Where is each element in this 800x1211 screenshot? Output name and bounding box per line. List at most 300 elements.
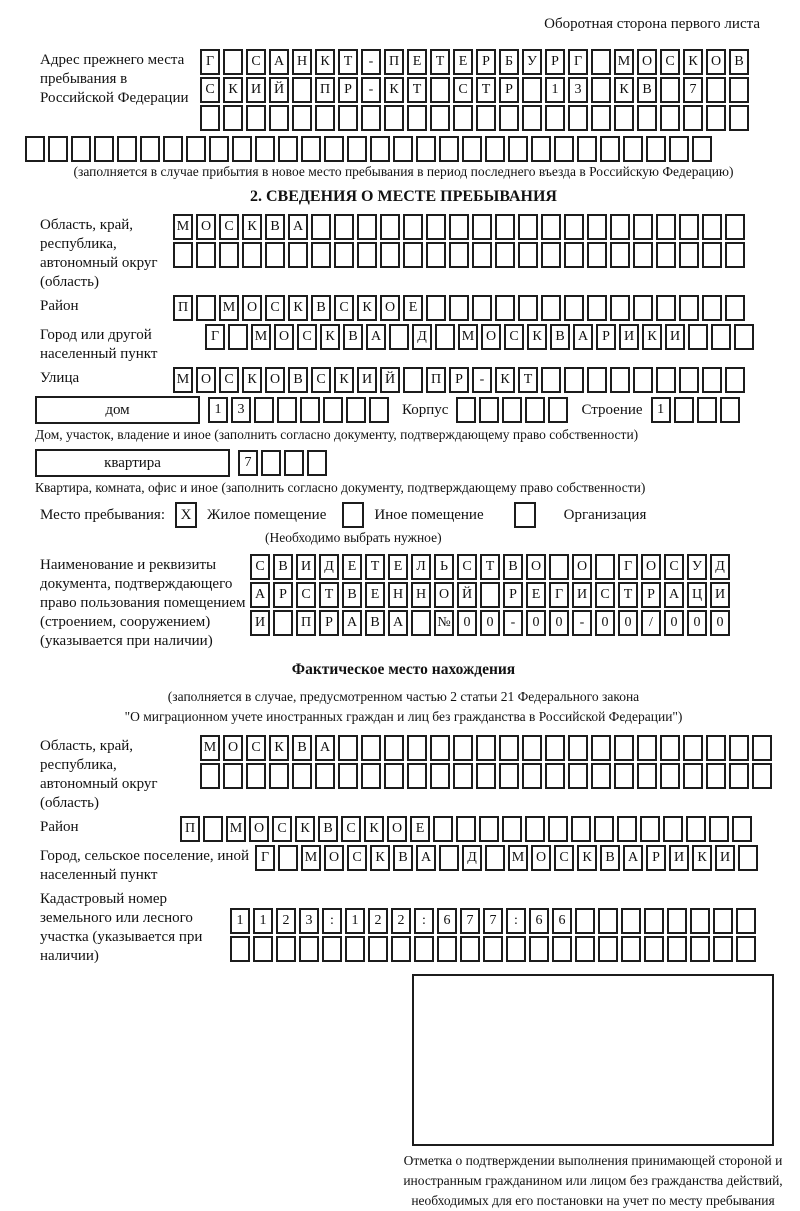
char-box[interactable]: М xyxy=(251,324,271,350)
char-box[interactable] xyxy=(361,735,381,761)
char-box[interactable] xyxy=(273,610,293,636)
char-box[interactable]: Й xyxy=(457,582,477,608)
checkbox-organizatsiya[interactable] xyxy=(514,502,536,528)
char-box[interactable]: С xyxy=(504,324,524,350)
char-box[interactable]: С xyxy=(334,295,354,321)
char-box[interactable] xyxy=(411,610,431,636)
char-box[interactable] xyxy=(426,242,446,268)
char-box[interactable] xyxy=(361,763,381,789)
char-box[interactable]: А xyxy=(388,610,408,636)
char-box[interactable] xyxy=(522,735,542,761)
char-box[interactable] xyxy=(380,242,400,268)
char-box[interactable] xyxy=(702,214,722,240)
char-box[interactable]: О xyxy=(249,816,269,842)
char-box[interactable] xyxy=(690,908,710,934)
char-box[interactable] xyxy=(614,735,634,761)
char-box[interactable]: Р xyxy=(503,582,523,608)
char-box[interactable] xyxy=(346,397,366,423)
char-box[interactable] xyxy=(702,295,722,321)
char-box[interactable] xyxy=(439,136,459,162)
char-box[interactable]: Г xyxy=(549,582,569,608)
char-box[interactable] xyxy=(525,397,545,423)
char-box[interactable]: 7 xyxy=(483,908,503,934)
char-box[interactable] xyxy=(633,295,653,321)
char-box[interactable] xyxy=(315,763,335,789)
char-box[interactable] xyxy=(713,936,733,962)
char-box[interactable] xyxy=(435,324,455,350)
char-box[interactable]: М xyxy=(173,214,193,240)
char-box[interactable] xyxy=(644,936,664,962)
char-box[interactable] xyxy=(571,816,591,842)
char-box[interactable] xyxy=(299,936,319,962)
char-box[interactable] xyxy=(453,735,473,761)
char-box[interactable]: О xyxy=(380,295,400,321)
char-box[interactable] xyxy=(729,763,749,789)
char-box[interactable] xyxy=(338,735,358,761)
char-box[interactable] xyxy=(255,136,275,162)
char-box[interactable] xyxy=(403,367,423,393)
char-box[interactable] xyxy=(230,936,250,962)
char-box[interactable] xyxy=(334,242,354,268)
char-box[interactable] xyxy=(278,845,298,871)
char-box[interactable]: К xyxy=(692,845,712,871)
char-box[interactable]: П xyxy=(315,77,335,103)
char-box[interactable] xyxy=(598,908,618,934)
char-box[interactable] xyxy=(697,397,717,423)
char-box[interactable]: О xyxy=(324,845,344,871)
char-box[interactable] xyxy=(633,367,653,393)
char-box[interactable] xyxy=(71,136,91,162)
char-box[interactable]: 0 xyxy=(664,610,684,636)
char-box[interactable] xyxy=(669,136,689,162)
char-box[interactable] xyxy=(729,735,749,761)
char-box[interactable]: 1 xyxy=(651,397,671,423)
char-box[interactable] xyxy=(564,214,584,240)
char-box[interactable] xyxy=(541,367,561,393)
char-box[interactable]: С xyxy=(554,845,574,871)
char-box[interactable]: К xyxy=(295,816,315,842)
char-box[interactable] xyxy=(525,816,545,842)
char-box[interactable]: И xyxy=(619,324,639,350)
char-box[interactable] xyxy=(426,295,446,321)
char-box[interactable]: 7 xyxy=(238,450,258,476)
char-box[interactable] xyxy=(506,936,526,962)
char-box[interactable]: Б xyxy=(499,49,519,75)
char-box[interactable] xyxy=(690,936,710,962)
char-box[interactable] xyxy=(623,136,643,162)
char-box[interactable]: 1 xyxy=(345,908,365,934)
char-box[interactable] xyxy=(437,936,457,962)
char-box[interactable] xyxy=(48,136,68,162)
char-box[interactable] xyxy=(479,816,499,842)
char-box[interactable] xyxy=(407,763,427,789)
char-box[interactable]: С xyxy=(246,49,266,75)
char-box[interactable] xyxy=(522,763,542,789)
char-box[interactable]: В xyxy=(311,295,331,321)
char-box[interactable]: - xyxy=(572,610,592,636)
char-box[interactable] xyxy=(301,136,321,162)
char-box[interactable] xyxy=(449,242,469,268)
char-box[interactable]: - xyxy=(503,610,523,636)
char-box[interactable]: Ц xyxy=(687,582,707,608)
char-box[interactable]: : xyxy=(414,908,434,934)
char-box[interactable] xyxy=(430,763,450,789)
char-box[interactable] xyxy=(334,214,354,240)
char-box[interactable]: Т xyxy=(319,582,339,608)
char-box[interactable] xyxy=(646,136,666,162)
char-box[interactable] xyxy=(25,136,45,162)
char-box[interactable] xyxy=(614,763,634,789)
char-box[interactable] xyxy=(683,735,703,761)
char-box[interactable] xyxy=(322,936,342,962)
char-box[interactable]: - xyxy=(361,49,381,75)
char-box[interactable]: Е xyxy=(342,554,362,580)
char-box[interactable] xyxy=(587,242,607,268)
char-box[interactable] xyxy=(430,77,450,103)
char-box[interactable]: 0 xyxy=(526,610,546,636)
char-box[interactable] xyxy=(564,367,584,393)
char-box[interactable] xyxy=(369,397,389,423)
char-box[interactable] xyxy=(439,845,459,871)
char-box[interactable]: 6 xyxy=(437,908,457,934)
char-box[interactable] xyxy=(94,136,114,162)
char-box[interactable] xyxy=(541,295,561,321)
char-box[interactable] xyxy=(476,735,496,761)
char-box[interactable]: Р xyxy=(499,77,519,103)
char-box[interactable] xyxy=(200,763,220,789)
char-box[interactable]: С xyxy=(311,367,331,393)
char-box[interactable] xyxy=(614,105,634,131)
char-box[interactable]: Т xyxy=(430,49,450,75)
char-box[interactable]: С xyxy=(341,816,361,842)
char-box[interactable]: 0 xyxy=(618,610,638,636)
char-box[interactable] xyxy=(462,136,482,162)
char-box[interactable] xyxy=(679,242,699,268)
char-box[interactable] xyxy=(338,763,358,789)
char-box[interactable]: С xyxy=(219,367,239,393)
char-box[interactable]: С xyxy=(595,582,615,608)
char-box[interactable]: - xyxy=(361,77,381,103)
char-box[interactable] xyxy=(587,367,607,393)
char-box[interactable]: В xyxy=(288,367,308,393)
char-box[interactable] xyxy=(242,242,262,268)
char-box[interactable]: И xyxy=(246,77,266,103)
char-box[interactable] xyxy=(284,450,304,476)
char-box[interactable]: И xyxy=(669,845,689,871)
char-box[interactable] xyxy=(660,735,680,761)
char-box[interactable] xyxy=(483,936,503,962)
char-box[interactable] xyxy=(587,295,607,321)
char-box[interactable] xyxy=(549,554,569,580)
char-box[interactable]: У xyxy=(522,49,542,75)
char-box[interactable]: В xyxy=(729,49,749,75)
char-box[interactable] xyxy=(725,214,745,240)
char-box[interactable] xyxy=(292,763,312,789)
char-box[interactable]: И xyxy=(296,554,316,580)
char-box[interactable]: А xyxy=(269,49,289,75)
char-box[interactable] xyxy=(545,735,565,761)
char-box[interactable] xyxy=(595,554,615,580)
char-box[interactable] xyxy=(720,397,740,423)
char-box[interactable] xyxy=(591,77,611,103)
char-box[interactable]: 0 xyxy=(480,610,500,636)
char-box[interactable]: Е xyxy=(365,582,385,608)
char-box[interactable]: К xyxy=(614,77,634,103)
char-box[interactable] xyxy=(545,763,565,789)
char-box[interactable] xyxy=(472,242,492,268)
char-box[interactable]: О xyxy=(637,49,657,75)
char-box[interactable]: Т xyxy=(476,77,496,103)
char-box[interactable] xyxy=(479,397,499,423)
char-box[interactable] xyxy=(453,105,473,131)
char-box[interactable] xyxy=(495,295,515,321)
char-box[interactable]: Е xyxy=(388,554,408,580)
char-box[interactable]: О xyxy=(387,816,407,842)
char-box[interactable]: Е xyxy=(526,582,546,608)
char-box[interactable] xyxy=(407,735,427,761)
char-box[interactable] xyxy=(660,77,680,103)
checkbox-inoe[interactable] xyxy=(342,502,364,528)
char-box[interactable]: Т xyxy=(480,554,500,580)
char-box[interactable]: А xyxy=(315,735,335,761)
char-box[interactable] xyxy=(186,136,206,162)
char-box[interactable]: Д xyxy=(319,554,339,580)
char-box[interactable] xyxy=(554,136,574,162)
char-box[interactable]: № xyxy=(434,610,454,636)
char-box[interactable] xyxy=(449,214,469,240)
char-box[interactable]: Н xyxy=(411,582,431,608)
char-box[interactable] xyxy=(729,105,749,131)
char-box[interactable] xyxy=(456,397,476,423)
char-box[interactable] xyxy=(391,936,411,962)
char-box[interactable]: 0 xyxy=(457,610,477,636)
char-box[interactable] xyxy=(545,105,565,131)
char-box[interactable] xyxy=(711,324,731,350)
char-box[interactable] xyxy=(508,136,528,162)
char-box[interactable]: 2 xyxy=(391,908,411,934)
char-box[interactable] xyxy=(568,763,588,789)
char-box[interactable]: И xyxy=(357,367,377,393)
char-box[interactable]: С xyxy=(265,295,285,321)
char-box[interactable] xyxy=(518,242,538,268)
char-box[interactable] xyxy=(568,105,588,131)
char-box[interactable]: 1 xyxy=(545,77,565,103)
char-box[interactable]: С xyxy=(347,845,367,871)
char-box[interactable]: / xyxy=(641,610,661,636)
char-box[interactable] xyxy=(600,136,620,162)
char-box[interactable]: И xyxy=(715,845,735,871)
char-box[interactable]: В xyxy=(318,816,338,842)
char-box[interactable]: В xyxy=(637,77,657,103)
char-box[interactable] xyxy=(324,136,344,162)
char-box[interactable]: К xyxy=(642,324,662,350)
char-box[interactable] xyxy=(163,136,183,162)
char-box[interactable] xyxy=(338,105,358,131)
char-box[interactable]: Т xyxy=(407,77,427,103)
char-box[interactable]: К xyxy=(320,324,340,350)
char-box[interactable]: Р xyxy=(596,324,616,350)
char-box[interactable] xyxy=(485,136,505,162)
char-box[interactable] xyxy=(702,242,722,268)
char-box[interactable]: О xyxy=(572,554,592,580)
char-box[interactable] xyxy=(393,136,413,162)
char-box[interactable] xyxy=(173,242,193,268)
char-box[interactable]: Е xyxy=(410,816,430,842)
char-box[interactable] xyxy=(476,105,496,131)
char-box[interactable] xyxy=(656,295,676,321)
char-box[interactable]: 2 xyxy=(368,908,388,934)
char-box[interactable]: Р xyxy=(476,49,496,75)
char-box[interactable]: 1 xyxy=(208,397,228,423)
char-box[interactable]: О xyxy=(641,554,661,580)
char-box[interactable] xyxy=(688,324,708,350)
char-box[interactable] xyxy=(449,295,469,321)
char-box[interactable] xyxy=(598,936,618,962)
char-box[interactable] xyxy=(288,242,308,268)
char-box[interactable] xyxy=(541,242,561,268)
char-box[interactable]: В xyxy=(273,554,293,580)
char-box[interactable] xyxy=(476,763,496,789)
char-box[interactable]: М xyxy=(614,49,634,75)
char-box[interactable] xyxy=(709,816,729,842)
char-box[interactable] xyxy=(633,214,653,240)
char-box[interactable]: В xyxy=(600,845,620,871)
char-box[interactable] xyxy=(453,763,473,789)
char-box[interactable] xyxy=(246,763,266,789)
char-box[interactable]: С xyxy=(660,49,680,75)
char-box[interactable] xyxy=(278,136,298,162)
char-box[interactable] xyxy=(460,936,480,962)
char-box[interactable] xyxy=(610,367,630,393)
char-box[interactable]: И xyxy=(572,582,592,608)
char-box[interactable] xyxy=(368,936,388,962)
char-box[interactable] xyxy=(499,735,519,761)
char-box[interactable] xyxy=(679,214,699,240)
char-box[interactable] xyxy=(403,214,423,240)
char-box[interactable] xyxy=(686,816,706,842)
char-box[interactable] xyxy=(200,105,220,131)
char-box[interactable] xyxy=(725,367,745,393)
char-box[interactable] xyxy=(480,582,500,608)
char-box[interactable]: О xyxy=(274,324,294,350)
char-box[interactable] xyxy=(472,295,492,321)
char-box[interactable] xyxy=(311,242,331,268)
char-box[interactable]: Д xyxy=(462,845,482,871)
char-box[interactable] xyxy=(752,763,772,789)
char-box[interactable]: Д xyxy=(412,324,432,350)
char-box[interactable]: Р xyxy=(545,49,565,75)
char-box[interactable]: С xyxy=(272,816,292,842)
char-box[interactable] xyxy=(472,214,492,240)
char-box[interactable] xyxy=(548,816,568,842)
char-box[interactable]: К xyxy=(495,367,515,393)
char-box[interactable] xyxy=(403,242,423,268)
char-box[interactable]: М xyxy=(200,735,220,761)
char-box[interactable] xyxy=(276,936,296,962)
char-box[interactable] xyxy=(499,763,519,789)
char-box[interactable]: В xyxy=(265,214,285,240)
char-box[interactable] xyxy=(683,105,703,131)
char-box[interactable] xyxy=(732,816,752,842)
char-box[interactable]: С xyxy=(664,554,684,580)
char-box[interactable]: И xyxy=(250,610,270,636)
char-box[interactable]: С xyxy=(200,77,220,103)
char-box[interactable] xyxy=(617,816,637,842)
char-box[interactable] xyxy=(594,816,614,842)
char-box[interactable]: : xyxy=(506,908,526,934)
dom-type-box[interactable]: дом xyxy=(35,396,200,424)
char-box[interactable] xyxy=(357,242,377,268)
char-box[interactable] xyxy=(232,136,252,162)
char-box[interactable] xyxy=(679,295,699,321)
char-box[interactable] xyxy=(702,367,722,393)
char-box[interactable]: А xyxy=(366,324,386,350)
char-box[interactable] xyxy=(736,936,756,962)
char-box[interactable]: В xyxy=(343,324,363,350)
char-box[interactable]: 2 xyxy=(276,908,296,934)
char-box[interactable]: Й xyxy=(269,77,289,103)
char-box[interactable] xyxy=(713,908,733,934)
char-box[interactable] xyxy=(644,908,664,934)
char-box[interactable]: Т xyxy=(618,582,638,608)
char-box[interactable] xyxy=(433,816,453,842)
checkbox-zhiloe[interactable]: X xyxy=(175,502,197,528)
char-box[interactable]: А xyxy=(573,324,593,350)
char-box[interactable]: П xyxy=(173,295,193,321)
char-box[interactable] xyxy=(219,242,239,268)
char-box[interactable] xyxy=(253,936,273,962)
char-box[interactable] xyxy=(591,49,611,75)
char-box[interactable] xyxy=(548,397,568,423)
char-box[interactable] xyxy=(734,324,754,350)
char-box[interactable]: Н xyxy=(388,582,408,608)
char-box[interactable] xyxy=(502,816,522,842)
char-box[interactable]: С xyxy=(296,582,316,608)
char-box[interactable]: О xyxy=(223,735,243,761)
char-box[interactable]: О xyxy=(526,554,546,580)
char-box[interactable] xyxy=(637,735,657,761)
char-box[interactable]: К xyxy=(288,295,308,321)
char-box[interactable] xyxy=(518,214,538,240)
char-box[interactable] xyxy=(656,214,676,240)
char-box[interactable] xyxy=(660,763,680,789)
char-box[interactable]: К xyxy=(384,77,404,103)
char-box[interactable] xyxy=(610,214,630,240)
char-box[interactable]: К xyxy=(357,295,377,321)
char-box[interactable] xyxy=(407,105,427,131)
char-box[interactable] xyxy=(692,136,712,162)
char-box[interactable] xyxy=(499,105,519,131)
char-box[interactable] xyxy=(292,105,312,131)
char-box[interactable] xyxy=(564,295,584,321)
char-box[interactable]: - xyxy=(472,367,492,393)
char-box[interactable]: Г xyxy=(200,49,220,75)
char-box[interactable]: Н xyxy=(292,49,312,75)
char-box[interactable] xyxy=(621,908,641,934)
char-box[interactable]: С xyxy=(457,554,477,580)
char-box[interactable] xyxy=(738,845,758,871)
char-box[interactable]: С xyxy=(219,214,239,240)
char-box[interactable]: 3 xyxy=(231,397,251,423)
char-box[interactable] xyxy=(323,397,343,423)
char-box[interactable] xyxy=(292,77,312,103)
char-box[interactable] xyxy=(265,242,285,268)
char-box[interactable] xyxy=(679,367,699,393)
char-box[interactable] xyxy=(384,105,404,131)
char-box[interactable] xyxy=(656,367,676,393)
char-box[interactable] xyxy=(357,214,377,240)
char-box[interactable] xyxy=(591,735,611,761)
